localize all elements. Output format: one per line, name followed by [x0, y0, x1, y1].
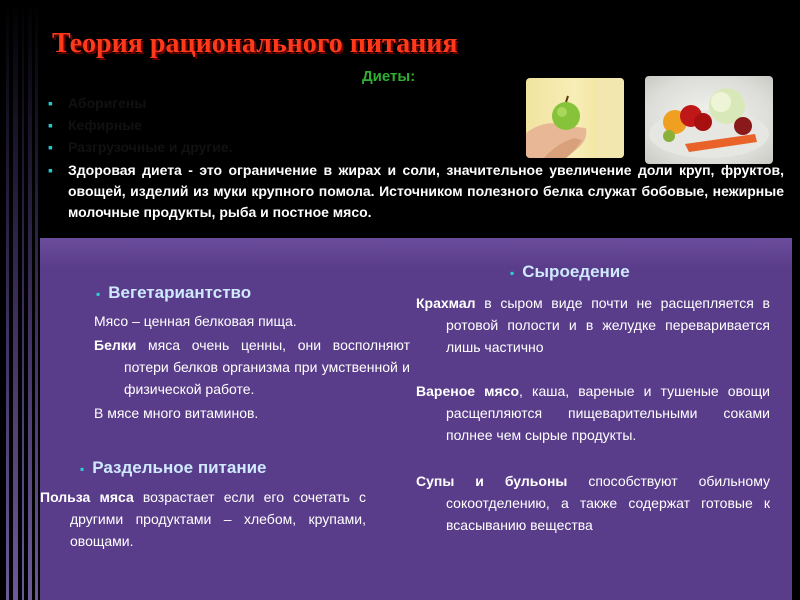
- separate-heading-text: Раздельное питание: [92, 458, 267, 477]
- bullet-icon: ▪: [48, 139, 53, 155]
- separate-p1: [40, 486, 366, 552]
- decorative-stripes: [0, 0, 40, 600]
- raw-p3-lead: Супы и бульоны: [416, 473, 568, 489]
- bullet-icon: ▪: [510, 265, 515, 280]
- vegetarian-p1: [94, 310, 410, 332]
- list-item-label: Разгрузочные и другие.: [68, 139, 233, 155]
- list-item-label: Аборигены: [68, 95, 147, 111]
- separate-p1-lead: Польза мяса: [40, 489, 134, 505]
- list-item-label: Кефирные: [68, 117, 142, 133]
- separate-heading: [80, 458, 267, 478]
- healthy-diet-text: - это ограничение в жирах и соли, значительное увеличение доли круп, фруктов, овощей, изделий из муки крупного помола. Источником полезного белка служат бобовые, нежирные молочные продукты, рыба и постное мясо.: [68, 162, 784, 220]
- stripe: [13, 0, 18, 600]
- slide-title: Теория рационального питания: [52, 28, 458, 59]
- bullet-icon: ▪: [96, 286, 101, 301]
- diets-label: Диеты:: [362, 68, 416, 85]
- healthy-diet-item: [44, 160, 784, 223]
- raw-p2: [416, 380, 770, 446]
- stripe: [35, 0, 38, 600]
- list-item: [44, 114, 784, 136]
- raw-p1-lead: Крахмал: [416, 295, 476, 311]
- vegetarian-p1-lead: Мясо: [94, 313, 129, 329]
- vegetarian-p1-text: – ценная белковая пища.: [128, 313, 297, 329]
- list-item: [44, 136, 784, 158]
- raw-p1-text: в сыром виде почти не расщепляется в ротовой полости и в желудке переваривается лишь частично: [446, 295, 770, 355]
- stripe: [28, 0, 32, 600]
- vegetarian-p2-lead: Белки: [94, 337, 137, 353]
- list-item: [44, 92, 784, 114]
- vegetarian-p2: [94, 334, 410, 400]
- vegetarian-heading-text: Вегетариантство: [108, 283, 252, 302]
- bullet-icon: ▪: [48, 162, 53, 178]
- vegetarian-heading: [96, 283, 251, 303]
- stripe: [6, 0, 9, 600]
- bullet-list: [44, 92, 784, 223]
- raw-p2-text: , каша, вареные и тушеные овощи расщепляются пищеварительными соками полнее чем сырые продукты.: [446, 383, 770, 443]
- raw-heading: [510, 262, 630, 282]
- panel-shade: [40, 238, 792, 268]
- raw-p2-lead: Вареное мясо: [416, 383, 520, 399]
- raw-p3-text: способствуют обильному сокоотделению, а также содержат готовые к всасыванию вещества: [446, 473, 770, 533]
- vegetarian-p3: В мясе много витаминов.: [94, 405, 259, 421]
- raw-p3: [416, 470, 770, 536]
- separate-p1-text: возрастает если его сочетать с другими продуктами – хлебом, крупами, овощами.: [70, 489, 366, 549]
- stripe: [22, 0, 24, 600]
- raw-heading-text: Сыроедение: [522, 262, 630, 281]
- bullet-icon: ▪: [48, 117, 53, 133]
- raw-p1: [416, 292, 770, 358]
- bullet-icon: ▪: [80, 461, 85, 476]
- healthy-diet-lead: Здоровая диета: [68, 162, 182, 178]
- bullet-icon: ▪: [48, 95, 53, 111]
- vegetarian-p2-text: мяса очень ценны, они восполняют потери белков организма при умственной и физической работе.: [124, 337, 410, 397]
